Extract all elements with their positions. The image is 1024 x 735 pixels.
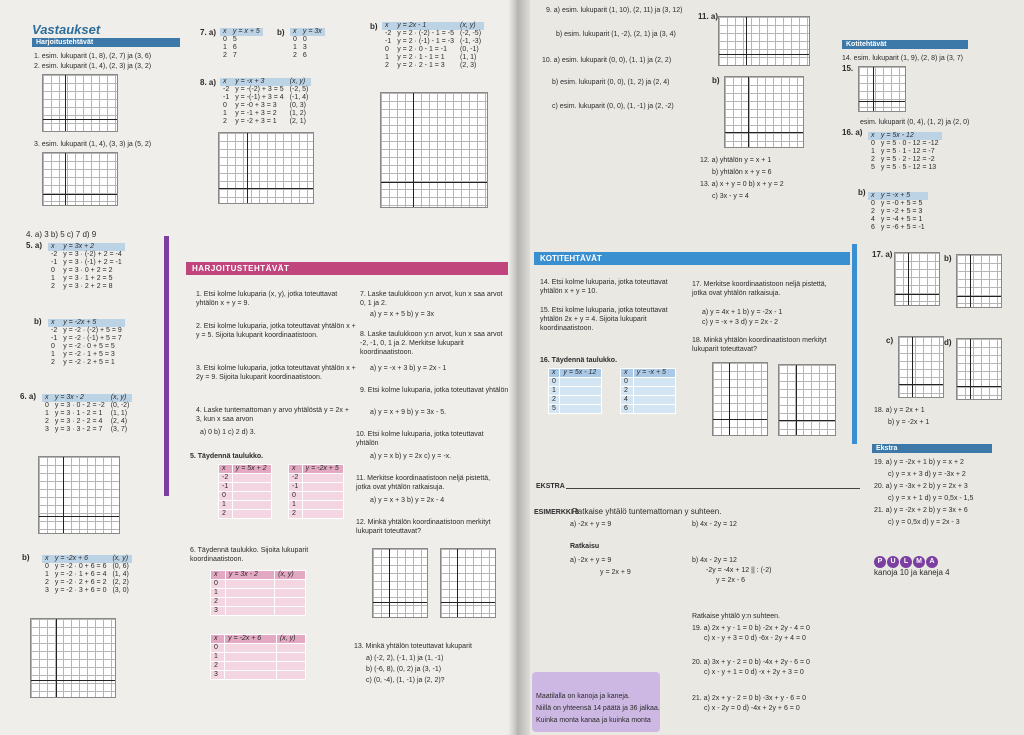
exercise-4: 4. Laske tuntemattoman y arvo yhtälöstä y = 2x + 3, kun x saa arvon xyxy=(196,407,349,423)
answer-3: 3. esim. lukuparit (1, 4), (3, 3) ja (5, 2) xyxy=(34,141,152,148)
answer-4: 4. a) 3 b) 5 c) 7 d) 9 xyxy=(26,230,97,239)
exercise-8-options: a) y = -x + 3 b) y = 2x - 1 xyxy=(370,365,447,372)
answer-16b-table: x y = -x + 5 0 y = -0 + 5 = 5 2 y = -2 + 5 = 3 4 y = -4 + 5 = 1 6 y = -6 + 5 = -1 xyxy=(868,192,928,232)
task-20a: 20. a) 3x + y - 2 = 0 b) -4x + 2y - 6 = 0 xyxy=(692,659,810,666)
homework-14: 14. Etsi kolme lukuparia, jotka toteuttavat yhtälön x + y = 10. xyxy=(540,279,668,295)
homework-16b-table[interactable]: x y = -x + 5 0 2 4 6 xyxy=(620,368,676,414)
task-intro: Ratkaise yhtälö y:n suhteen. xyxy=(692,613,780,620)
homework-banner: KOTITEHTÄVÄT xyxy=(534,252,850,265)
answer-6a-table: x y = 3x - 2 (x, y) 0 y = 3 · 0 - 2 = -2 (0, -2) 1 y = 3 · 1 - 2 = 1 (1, 1) 2 y = 3 · 2 - 2 = 4 (2, 4) 3 y = 3 · 3 - 2 = 7 (3, 7) xyxy=(42,394,132,434)
answer-17b-label: b) xyxy=(944,254,952,263)
exercise-6b-table[interactable]: x y = -2x + 6 (x, y) 0 1 2 3 xyxy=(210,634,306,680)
solution-b2: -2y = -4x + 12 || : (-2) xyxy=(706,567,772,574)
exercise-10: 10. Etsi kolme lukuparia, jotka toteuttavat yhtälön xyxy=(356,431,484,447)
answer-17c-graph xyxy=(898,336,944,398)
exercise-12b-graph xyxy=(440,548,496,618)
answer-8a-graph xyxy=(218,132,314,204)
answer-5a-table: x y = 3x + 2 -2 y = 3 · (-2) + 2 = -4 -1 y = 3 · (-1) + 2 = -1 0 y = 3 · 0 + 2 = 2 1 y = 3 · 1 + 2 = 5 2 y = 3 · 2 + 2 = 8 xyxy=(48,243,125,291)
answer-7b-label: b) xyxy=(277,28,285,37)
pulma-logo: P U L M A xyxy=(874,550,939,568)
exercise-banner: HARJOITUSTEHTÄVÄT xyxy=(186,262,508,275)
answer-20b: c) y = x + 1 d) y = 0,5x - 1,5 xyxy=(888,495,974,502)
answer-13: 13. a) x + y = 0 b) x + y = 2 xyxy=(700,181,784,188)
task-21b: c) x - 2y = 0 d) -4x + 2y + 6 = 0 xyxy=(704,705,800,712)
answer-17-label: 17. a) xyxy=(872,250,893,259)
answer-8-label: 8. a) xyxy=(200,78,217,87)
answer-7b-table: x y = 3x 0 0 1 3 2 6 xyxy=(290,28,325,60)
homework-16a-table[interactable]: x y = 5x - 12 0 1 2 5 xyxy=(548,368,602,414)
homework-18a-graph xyxy=(712,362,768,436)
exercise-7-options: a) y = x + 5 b) y = 3x xyxy=(370,311,435,318)
answer-8b-label: b) xyxy=(370,22,378,31)
homework-17: 17. Merkitse koordinaatistoon neljä pistettä, jotka ovat yhtälön ratkaisuja. xyxy=(692,281,827,297)
exercise-11-options: a) y = x + 3 b) y = 2x - 4 xyxy=(370,497,445,504)
answer-5b-table: x y = -2x + 5 -2 y = -2 · (-2) + 5 = 9 -1 y = -2 · (-1) + 5 = 7 0 y = -2 · 0 + 5 = 5 1 y = -2 · 1 + 5 = 3 2 y = -2 · 2 + 5 = 1 xyxy=(48,319,125,367)
pulma-answer: kanoja 10 ja kaneja 4 xyxy=(874,568,950,577)
answer-11b-graph xyxy=(724,76,804,148)
answer-11a-graph xyxy=(718,16,810,66)
answer-20a: 20. a) y = -3x + 2 b) y = 2x + 3 xyxy=(874,483,968,490)
homework-18: 18. Minkä yhtälön koordinaatistoon merkityt lukuparit toteuttavat? xyxy=(692,337,827,353)
task-20b: c) x - y + 1 = 0 d) -x + 2y + 3 = 0 xyxy=(704,669,804,676)
answer-8a-table: x y = -x + 3 (x, y) -2 y = -(-2) + 3 = 5 (-2, 5) -1 y = -(-1) + 3 = 4 (-1, 4) 0 y = -0 + 3 = 3 (0, 3) 1 y = -1 + 3 = 2 (1, 2) 2 y = -2 + 3 = 1 (2, 1) xyxy=(220,78,311,126)
exercise-5: 5. Täydennä taulukko. xyxy=(190,453,264,460)
answer-19b: c) y = x + 3 d) y = -3x + 2 xyxy=(888,471,966,478)
homework-17-options-2: c) y = -x + 3 d) y = 2x - 2 xyxy=(702,319,779,326)
answer-11-label: 11. a) xyxy=(698,12,719,21)
answer-13c: c) 3x - y = 4 xyxy=(712,193,749,200)
answer-9a: 9. a) esim. lukuparit (1, 10), (2, 11) ja (3, 12) xyxy=(546,7,683,14)
section-accent xyxy=(164,236,169,496)
example-3a: a) -2x + y = 9 xyxy=(570,521,612,528)
exercise-3: 3. Etsi kolme lukuparia, jotka toteuttavat yhtälön x + 2y = 9. Sijoita lukuparit koordinaatistoon. xyxy=(196,365,356,381)
answer-16-label: 16. a) xyxy=(842,128,863,137)
answer-15-label: 15. xyxy=(842,64,854,73)
answer-8b-table: x y = 2x - 1 (x, y) -2 y = 2 · (-2) - 1 = -5 (-2, -5) -1 y = 2 · (-1) - 1 = -3 (-1, -3) 0 y = 2 · 0 - 1 = -1 (0, -1) 1 y = 2 · 1 - 1 = 1 (1, 1) 2 y = 2 · 2 - 1 = 3 (2, 3) xyxy=(382,22,484,70)
exercise-9-options: a) y = x + 9 b) y = 3x - 5. xyxy=(370,409,447,416)
example-3-text: Ratkaise yhtälö tuntemattoman y suhteen. xyxy=(572,507,722,516)
answer-7-label: 7. a) xyxy=(200,28,217,37)
answer-10c: c) esim. lukuparit (0, 0), (1, -1) ja (2, -2) xyxy=(552,103,674,110)
exercise-1: 1. Etsi kolme lukuparia (x, y), jotka toteuttavat yhtälön x + y = 9. xyxy=(196,291,338,307)
answer-16a-table: x y = 5x - 12 0 y = 5 · 0 - 12 = -12 1 y = 5 · 1 - 12 = -7 2 y = 5 · 2 - 12 = -2 5 y = 5 · 5 - 12 = 13 xyxy=(868,132,942,172)
homework-15: 15. Etsi kolme lukuparia, jotka toteuttavat yhtälön 2x + y = 4. Sijoita lukuparit koordinaatistoon. xyxy=(540,307,668,332)
answer-6-label: 6. a) xyxy=(20,392,37,401)
right-page xyxy=(516,0,1024,735)
exercise-6a-table[interactable]: x y = 3x - 2 (x, y) 0 1 2 3 xyxy=(210,570,306,616)
exercise-4-options: a) 0 b) 1 c) 2 d) 3. xyxy=(200,429,256,436)
homework-answers-bar: Kotitehtävät xyxy=(842,40,968,49)
task-19a: 19. a) 2x + y - 1 = 0 b) -2x + 2y - 4 = 0 xyxy=(692,625,810,632)
answer-17a-graph xyxy=(894,252,940,306)
answer-17d-label: d) xyxy=(944,338,952,347)
pulma-text-3: Kuinka monta kanaa ja kuinka monta xyxy=(536,717,651,724)
solution-a1: a) -2x + y = 9 xyxy=(570,557,612,564)
answer-9b: b) esim. lukuparit (1, -2), (2, 1) ja (3, 4) xyxy=(556,31,676,38)
exercise-10-options: a) y = x b) y = 2x c) y = -x. xyxy=(370,453,452,460)
extra-rule xyxy=(566,488,860,489)
answer-6b-label: b) xyxy=(22,553,30,562)
exercise-2: 2. Etsi kolme lukuparia, jotka toteuttavat yhtälön x + y = 5. Sijoita lukuparit koordinaatistoon. xyxy=(196,323,356,339)
exercise-12a-graph xyxy=(372,548,428,618)
pulma-text-2: Niillä on yhteensä 14 päätä ja 36 jalkaa. xyxy=(536,705,660,712)
homework-accent xyxy=(852,244,857,444)
answer-11b-label: b) xyxy=(712,76,720,85)
exercise-11: 11. Merkitse koordinaatistoon neljä pistettä, jotka ovat yhtälön ratkaisuja. xyxy=(356,475,491,491)
answer-1: 1. esim. lukuparit (1, 8), (2, 7) ja (3, 6) xyxy=(34,53,152,60)
answer-2-graph xyxy=(42,74,118,132)
exercise-9: 9. Etsi kolme lukuparia, jotka toteuttavat yhtälön xyxy=(360,387,509,394)
exercise-8: 8. Laske taulukkoon y:n arvot, kun x saa arvot -2, -1, 0, 1 ja 2. Merkitse lukuparit koordinaatistoon. xyxy=(360,331,503,356)
exercise-13c: c) (0, -4), (1, -1) ja (2, 2)? xyxy=(366,677,445,684)
answers-heading: Vastaukset xyxy=(32,22,101,37)
answer-12a: 12. a) yhtälön y = x + 1 xyxy=(700,157,772,164)
answer-8b-graph xyxy=(380,92,488,208)
exercise-6: 6. Täydennä taulukko. Sijoita lukuparit koordinaatistoon. xyxy=(190,547,309,563)
homework-16: 16. Täydennä taulukko. xyxy=(540,357,618,364)
pulma-text-1: Maatilalla on kanoja ja kaneja. xyxy=(536,693,630,700)
solution-label: Ratkaisu xyxy=(570,543,600,550)
exercise-7: 7. Laske taulukkoon y:n arvot, kun x saa arvot 0, 1 ja 2. xyxy=(360,291,503,307)
exercise-5a-table[interactable]: x y = 5x + 2 -2 -1 0 1 2 xyxy=(218,464,272,519)
solution-a2: y = 2x + 9 xyxy=(600,569,631,576)
exercise-5b-table[interactable]: x y = -2x + 5 -2 -1 0 1 2 xyxy=(288,464,344,519)
homework-18b-graph xyxy=(778,364,836,436)
answer-5-label: 5. a) xyxy=(26,241,43,250)
answer-12b: b) yhtälön x + y = 6 xyxy=(712,169,772,176)
answer-6b-table: x y = -2x + 6 (x, y) 0 y = -2 · 0 + 6 = 6 (0, 6) 1 y = -2 · 1 + 6 = 4 (1, 4) 2 y = -2 · 2 + 6 = 2 (2, 2) 3 y = -2 · 3 + 6 = 0 (3, 0) xyxy=(42,555,132,595)
answer-10b: b) esim. lukuparit (0, 0), (1, 2) ja (2, 4) xyxy=(552,79,670,86)
answer-19a: 19. a) y = -2x + 1 b) y = x + 2 xyxy=(874,459,964,466)
answer-15b: esim. lukuparit (0, 4), (1, 2) ja (2, 0) xyxy=(860,119,970,126)
answers-section-bar: Harjoitustehtävät xyxy=(32,38,180,47)
answer-7a-table: x y = x + 5 0 5 1 6 2 7 xyxy=(220,28,263,60)
solution-b3: y = 2x - 6 xyxy=(716,577,745,584)
answer-16b-label: b) xyxy=(858,188,866,197)
extra-answers-bar: Ekstra xyxy=(872,444,992,453)
exercise-13: 13. Minkä yhtälön toteuttavat lukuparit xyxy=(354,643,472,650)
example-3-label: ESIMERKKI 3 xyxy=(534,509,579,516)
book-spine-shadow xyxy=(508,0,530,735)
answer-17c-label: c) xyxy=(886,336,894,345)
example-3b: b) 4x - 2y = 12 xyxy=(692,521,737,528)
answer-5b-label: b) xyxy=(34,317,42,326)
solution-b1: b) 4x - 2y = 12 xyxy=(692,557,737,564)
answer-18b: b) y = -2x + 1 xyxy=(888,419,930,426)
extra-banner: EKSTRA xyxy=(536,483,565,490)
task-19b: c) x - y + 3 = 0 d) -6x - 2y + 4 = 0 xyxy=(704,635,806,642)
answer-2: 2. esim. lukuparit (1, 4), (2, 3) ja (3, 2) xyxy=(34,63,152,70)
answer-17d-graph xyxy=(956,338,1002,400)
answer-21a: 21. a) y = -2x + 2 b) y = 3x + 6 xyxy=(874,507,968,514)
homework-17-options-1: a) y = 4x + 1 b) y = -2x - 1 xyxy=(702,309,783,316)
task-21a: 21. a) 2x + y - 2 = 0 b) -3x + y - 6 = 0 xyxy=(692,695,806,702)
answer-3-graph xyxy=(42,152,118,206)
exercise-13b: b) (-6, 8), (0, 2) ja (3, -1) xyxy=(366,666,442,673)
answer-10a: 10. a) esim. lukuparit (0, 0), (1, 1) ja (2, 2) xyxy=(542,57,672,64)
answer-6b-graph xyxy=(30,618,116,698)
exercise-13a: a) (-2, 2), (-1, 1) ja (1, -1) xyxy=(366,655,444,662)
answer-6a-graph xyxy=(38,456,120,534)
answer-14: 14. esim. lukuparit (1, 9), (2, 8) ja (3, 7) xyxy=(842,55,963,62)
answer-15-graph xyxy=(858,66,906,112)
exercise-12: 12. Minkä yhtälön koordinaatistoon merkityt lukuparit toteuttavat? xyxy=(356,519,491,535)
answer-21b: c) y = 0,5x d) y = 2x - 3 xyxy=(888,519,960,526)
answer-18a: 18. a) y = 2x + 1 xyxy=(874,407,925,414)
answer-17b-graph xyxy=(956,254,1002,308)
